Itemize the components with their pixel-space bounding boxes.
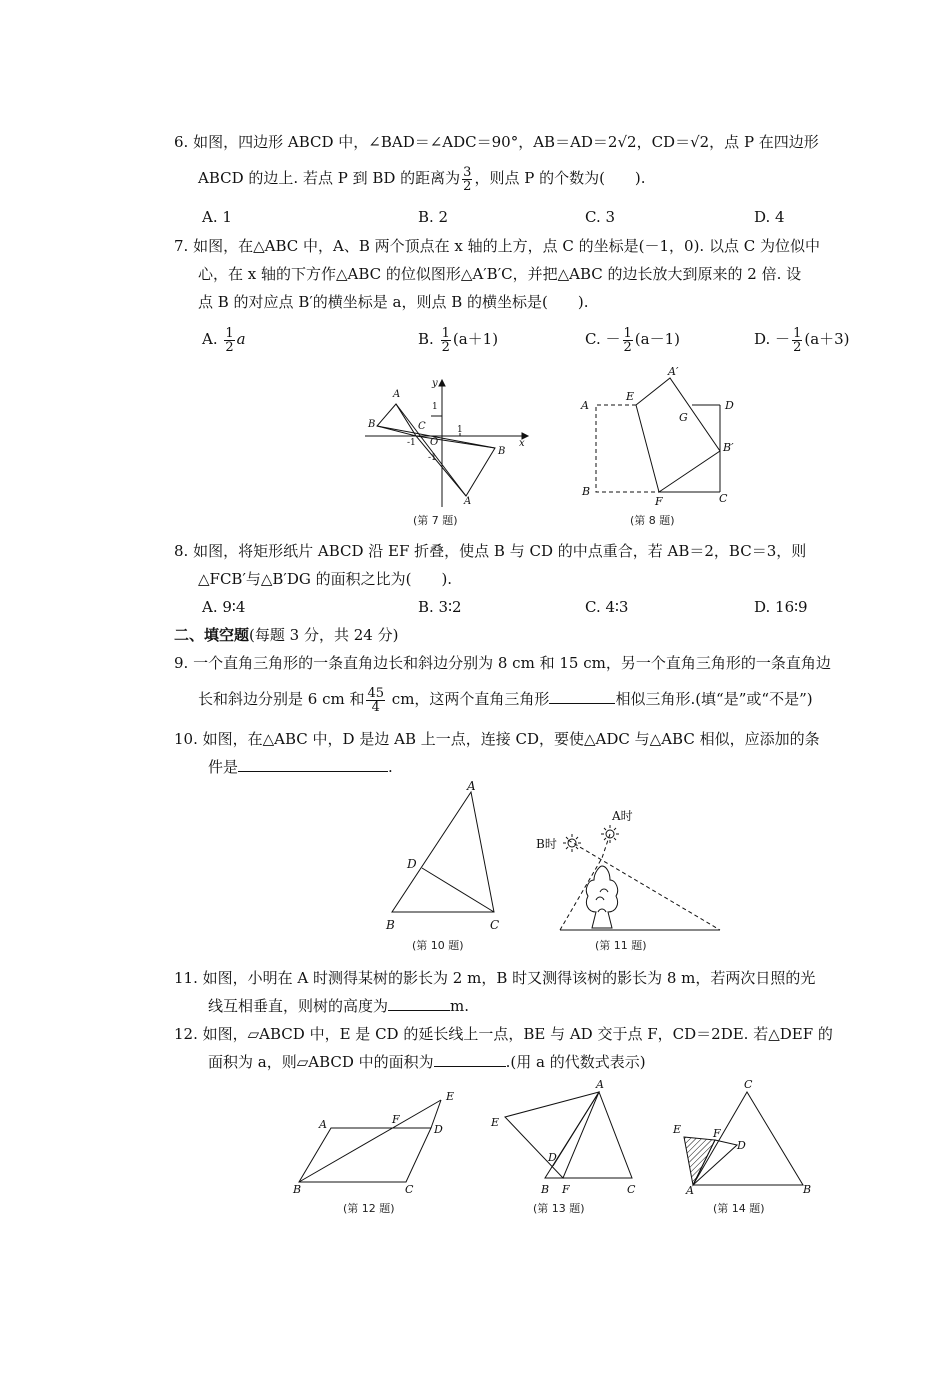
q8-option-d: D. 16∶9 — [754, 598, 808, 616]
fig7-label-a-top: A — [393, 389, 401, 400]
fig10-caption: (第 10 题) — [412, 939, 464, 952]
q11-text-1: 如图，小明在 A 时测得某树的影长为 2 m，B 时又测得该树的影长为 8 m，若两次日照的光 — [202, 969, 816, 987]
q7-option-c — [585, 324, 680, 354]
fig8-label-a-prime: A′ — [668, 365, 679, 378]
q11-line2 — [208, 995, 469, 1017]
fig7-label-x: x — [519, 438, 525, 449]
q7-opt-c-num: 1 — [623, 325, 632, 341]
q7-opt-a-frac — [224, 327, 234, 354]
figure-13 — [485, 1075, 645, 1198]
sun-icon-b — [563, 834, 581, 852]
fig14-label-d: D — [737, 1139, 746, 1152]
fig8-label-f: F — [655, 495, 663, 508]
q12-answer-blank[interactable] — [434, 1052, 506, 1067]
q7-opt-c-label: C. — [585, 330, 601, 348]
fig11-caption: (第 11 题) — [595, 939, 647, 952]
fig8-label-b: B — [582, 485, 591, 498]
q7-option-b — [418, 324, 498, 354]
q9-line1 — [174, 652, 831, 674]
q7-opt-b-den: 2 — [441, 339, 450, 355]
q11-line1 — [174, 967, 815, 989]
fig8-label-a: A — [581, 399, 589, 412]
q6-number: 6. — [174, 133, 189, 151]
q7-opt-b-tail: (a＋1) — [452, 330, 499, 348]
fig11-label-a-time: A时 — [612, 809, 633, 823]
q9-line2 — [198, 682, 813, 716]
fig8-label-e: E — [626, 390, 635, 403]
q7-opt-c-frac — [623, 327, 633, 354]
q7-opt-b-label: B. — [418, 330, 434, 348]
fig8-label-d: D — [725, 399, 734, 412]
q6-frac-num: 3 — [463, 164, 472, 180]
figure-10 — [380, 778, 510, 936]
fig7-tick-y1: 1 — [432, 402, 438, 412]
fig13-label-a: A — [596, 1078, 604, 1091]
fig7-tick-xm1: -1 — [407, 438, 416, 448]
q10-number: 10. — [174, 730, 198, 748]
q12-number: 12. — [174, 1025, 198, 1043]
q6-text-2b: ，则点 P 的个数为( ). — [474, 169, 646, 187]
q11-text-2a: 线互相垂直，则树的高度为 — [208, 997, 389, 1015]
q7-opt-d-den: 2 — [793, 339, 802, 355]
fig7-label-b-left: B — [368, 419, 376, 430]
q10-answer-blank[interactable] — [238, 757, 388, 772]
fig14-label-b: B — [803, 1183, 812, 1196]
q6-line1 — [174, 131, 819, 153]
section-2-heading — [174, 624, 398, 646]
q7-opt-c-sign: － — [605, 330, 621, 348]
q7-line1 — [174, 235, 820, 257]
fig7-tick-x1: 1 — [457, 425, 463, 435]
fig12-caption: (第 12 题) — [343, 1202, 395, 1215]
figure-11 — [530, 800, 730, 936]
q7-opt-a-num: 1 — [225, 325, 234, 341]
q11-text-2b: m. — [450, 997, 470, 1015]
fig8-label-g: G — [679, 411, 688, 424]
figure-7 — [360, 372, 535, 512]
q6-fraction — [462, 166, 472, 193]
q11-number: 11. — [174, 969, 198, 987]
q6-option-d: D. 4 — [754, 208, 785, 226]
q6-text-1: 如图，四边形 ABCD 中，∠BAD＝∠ADC＝90°，AB＝AD＝2√2，CD＝√2，点 P 在四边形 — [193, 133, 819, 151]
fig13-label-d: D — [548, 1151, 557, 1164]
q7-opt-c-den: 2 — [623, 339, 632, 355]
q12-text-2b: .(用 a 的代数式表示) — [505, 1053, 646, 1071]
q6-text-2a: ABCD 的边上. 若点 P 到 BD 的距离为 — [198, 169, 461, 187]
fig14-label-f: F — [713, 1127, 721, 1140]
q7-text-1: 如图，在△ABC 中，A、B 两个顶点在 x 轴的上方，点 C 的坐标是(－1，0). 以点 C 为位似中 — [193, 237, 820, 255]
q7-opt-d-tail: (a＋3) — [804, 330, 850, 348]
q11-answer-blank[interactable] — [388, 996, 450, 1011]
q6-option-a: A. 1 — [202, 208, 232, 226]
q7-opt-a-tail: a — [236, 330, 246, 348]
q6-frac-den: 2 — [463, 178, 472, 194]
fig12-label-b: B — [293, 1183, 302, 1196]
q12-text-1: 如图，▱ABCD 中，E 是 CD 的延长线上一点，BE 与 AD 交于点 F，CD＝2DE. 若△DEF 的 — [202, 1025, 833, 1043]
q7-option-d — [754, 324, 850, 354]
q10-text-1: 如图，在△ABC 中，D 是边 AB 上一点，连接 CD，要使△ADC 与△ABC 相似，应添加的条 — [202, 730, 820, 748]
q7-option-a — [202, 324, 246, 354]
q7-opt-d-frac — [792, 327, 802, 354]
fig10-label-d: D — [407, 857, 417, 871]
fig7-label-o: O — [430, 437, 439, 448]
figure-14 — [663, 1075, 828, 1198]
q7-text-3: 点 B 的对应点 B′的横坐标是 a，则点 B 的横坐标是( ). — [198, 293, 589, 311]
fig13-label-e: E — [491, 1116, 500, 1129]
fig12-label-f: F — [392, 1113, 400, 1126]
fig13-label-f: F — [562, 1183, 570, 1196]
q10-line1 — [174, 728, 820, 750]
q9-answer-blank[interactable] — [549, 689, 615, 704]
fig7-label-a-bottom: A — [464, 496, 472, 507]
q8-text-1: 如图，将矩形纸片 ABCD 沿 EF 折叠，使点 B 与 CD 的中点重合，若 AB＝2，BC＝3，则 — [193, 542, 807, 560]
fig14-label-c: C — [744, 1078, 753, 1091]
q10-line2 — [208, 756, 393, 778]
q9-text-2c: 相似三角形.(填“是”或“不是”) — [615, 690, 813, 708]
fig14-label-a: A — [686, 1184, 694, 1197]
q9-text-2a: 长和斜边分别是 6 cm 和 — [198, 690, 365, 708]
q12-text-2a: 面积为 a，则▱ABCD 中的面积为 — [208, 1053, 434, 1071]
fig12-label-e: E — [446, 1090, 455, 1103]
q7-opt-a-den: 2 — [225, 339, 234, 355]
fig12-label-c: C — [405, 1183, 414, 1196]
q7-opt-b-num: 1 — [441, 325, 450, 341]
fig14-caption: (第 14 题) — [713, 1202, 765, 1215]
fig10-label-c: C — [490, 918, 500, 932]
fig7-label-b-right: B — [498, 446, 506, 457]
q9-text-2b: cm，这两个直角三角形 — [387, 690, 550, 708]
q7-opt-d-label: D. — [754, 330, 771, 348]
fig12-label-d: D — [434, 1123, 443, 1136]
q7-opt-a-label: A. — [202, 330, 218, 348]
section-2-title: 二、填空题 — [174, 626, 250, 644]
q8-number: 8. — [174, 542, 189, 560]
q12-line1 — [174, 1023, 833, 1045]
fig10-label-b: B — [386, 918, 395, 932]
q8-option-a: A. 9∶4 — [202, 598, 246, 616]
fig13-caption: (第 13 题) — [533, 1202, 585, 1215]
figure-8 — [576, 362, 746, 512]
fig8-label-c: C — [719, 492, 728, 505]
fig8-label-b-prime: B′ — [723, 441, 734, 454]
q6-line2 — [198, 163, 646, 193]
fig12-label-a: A — [319, 1118, 327, 1131]
q10-text-2b: . — [388, 758, 393, 776]
q12-line2 — [208, 1051, 646, 1073]
q8-text-2: △FCB′与△B′DG 的面积之比为( ). — [198, 570, 453, 588]
q7-opt-b-frac — [441, 327, 451, 354]
q9-number: 9. — [174, 654, 189, 672]
fig11-label-b-time: B时 — [536, 837, 557, 851]
q7-opt-d-sign: － — [775, 330, 791, 348]
fig14-label-e: E — [673, 1123, 682, 1136]
q8-line1 — [174, 540, 806, 562]
q7-number: 7. — [174, 237, 189, 255]
fig7-label-y: y — [432, 378, 438, 389]
fig13-label-b: B — [541, 1183, 550, 1196]
q9-fraction — [366, 687, 385, 714]
figure-12 — [285, 1085, 460, 1198]
q8-option-b: B. 3∶2 — [418, 598, 462, 616]
q8-option-c: C. 4∶3 — [585, 598, 629, 616]
fig10-label-a: A — [467, 779, 476, 793]
q10-text-2a: 件是 — [208, 758, 239, 776]
section-2-note: (每题 3 分，共 24 分) — [249, 626, 399, 644]
fig7-caption: (第 7 题) — [413, 514, 458, 527]
fig13-label-c: C — [627, 1183, 636, 1196]
fig7-label-c: C — [418, 421, 426, 432]
q6-option-c: C. 3 — [585, 208, 616, 226]
q7-opt-d-num: 1 — [793, 325, 802, 341]
q7-opt-c-tail: (a－1) — [634, 330, 680, 348]
fig8-caption: (第 8 题) — [630, 514, 675, 527]
q9-frac-den: 4 — [371, 699, 380, 715]
q6-option-b: B. 2 — [418, 208, 449, 226]
q9-frac-num: 45 — [367, 685, 385, 701]
q7-text-2: 心，在 x 轴的下方作△ABC 的位似图形△A′B′C，并把△ABC 的边长放大到原来的 2 倍. 设 — [198, 265, 802, 283]
fig7-tick-ym1: -1 — [428, 453, 437, 463]
q9-text-1: 一个直角三角形的一条直角边长和斜边分别为 8 cm 和 15 cm，另一个直角三角形的一条直角边 — [193, 654, 831, 672]
